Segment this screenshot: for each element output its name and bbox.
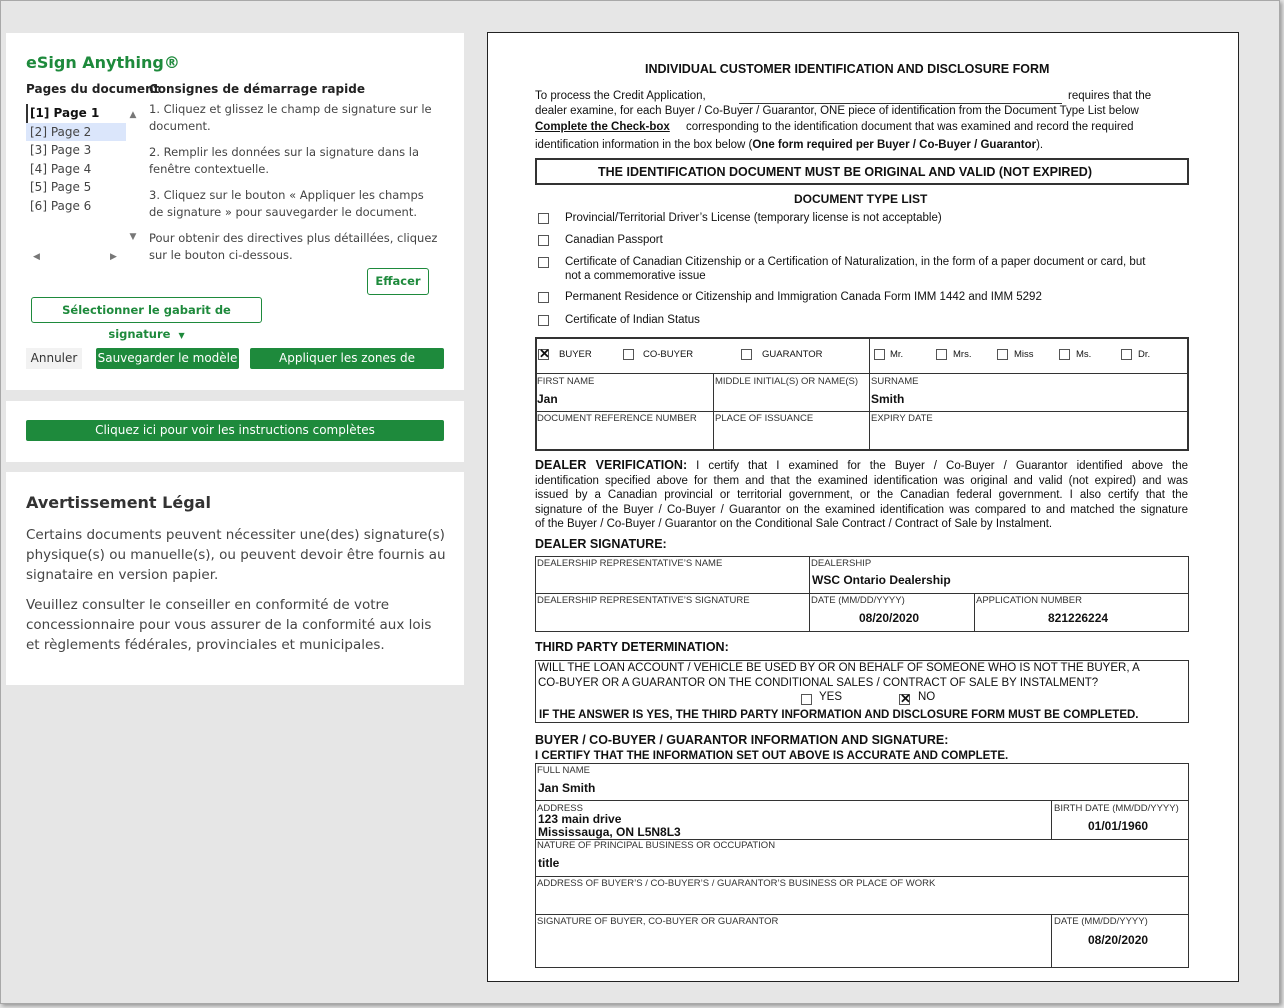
save-template-button[interactable]: Sauvegarder le modèle [96,348,239,369]
page-item-2[interactable]: [2] Page 2 [26,123,126,142]
doc-title: INDIVIDUAL CUSTOMER IDENTIFICATION AND DISCLOSURE FORM [645,62,1050,76]
place-of-issuance-label: PLACE OF ISSUANCE [715,413,814,424]
scroll-up-icon[interactable]: ▲ [129,110,137,120]
doc-type-3: Certificate of Canadian Citizenship or a Certification of Naturalization, in the form of a paper document or card, but [565,256,1146,268]
divider [809,557,810,631]
dealer-verif-line-1: I certify that I examined for the Buyer / Co-Buyer / Guarantor identified above the [696,460,1188,472]
address-label: ADDRESS [537,803,583,814]
quickstart-step-1: 1. Cliquez et glissez le champ de signature sur le document. [149,102,432,133]
scroll-left-icon[interactable]: ◀ [33,252,40,262]
third-party-question-1: WILL THE LOAN ACCOUNT / VEHICLE BE USED BY OR ON BEHALF OF SOMEONE WHO IS NOT THE BUYER, A [538,662,1140,674]
doc-type-title: DOCUMENT TYPE LIST [794,192,928,206]
checkbox-no[interactable] [899,694,910,705]
dealer-date-label: DATE (MM/DD/YYYY) [811,595,905,606]
apply-signature-zones-button[interactable]: Appliquer les zones de signature [250,348,444,369]
full-instructions-button[interactable]: Cliquez ici pour voir les instructions complètes [26,420,444,441]
birth-date-value[interactable]: 01/01/1960 [1088,819,1149,833]
dealer-verif-line-5: of the Buyer / Co-Buyer / Guarantor on the Conditional Sale Contract / Contract of Sale by Instalment. [535,518,1053,531]
divider [536,411,1188,412]
no-label: NO [918,691,936,703]
title-miss: Miss [1014,349,1034,360]
rep-name-label: DEALERSHIP REPRESENTATIVE’S NAME [537,558,723,569]
business-address-label: ADDRESS OF BUYER’S / CO-BUYER’S / GUARANTOR’S BUSINESS OR PLACE OF WORK [537,878,936,889]
checkbox-yes[interactable] [801,694,812,705]
dealer-verif-line-3: issued by a Canadian provincial or territorial government, or the Canadian federal government. I also certify that the [535,489,1188,502]
document-page[interactable] [487,32,1239,982]
expiry-date-label: EXPIRY DATE [871,413,933,424]
quickstart [149,82,439,273]
divider [536,593,1188,594]
rep-signature-label: DEALERSHIP REPRESENTATIVE’S SIGNATURE [537,595,750,606]
buyer-certify: I CERTIFY THAT THE INFORMATION SET OUT ABOVE IS ACCURATE AND COMPLETE. [535,750,1009,762]
page-item-3[interactable]: [3] Page 3 [30,143,92,158]
quickstart-step-3: 3. Cliquez sur le bouton « Appliquer les champs de signature » pour sauvegarder le document. [149,188,424,219]
divider [974,594,975,631]
checkbox-permanent-residence[interactable] [538,292,549,303]
title-ms: Ms. [1076,349,1092,360]
divider [869,338,870,374]
clear-button[interactable]: Effacer [367,268,429,295]
dealer-name-line [739,103,1062,104]
title-mrs: Mrs. [953,349,972,360]
checkbox-passport[interactable] [538,235,549,246]
divider [869,374,870,450]
intro-line-4 [535,139,1043,151]
quickstart-step-2: 2. Remplir les données sur la signature dans la fenêtre contextuelle. [149,145,419,176]
dealer-verif-line-4: signature of the Buyer / Co-Buyer / Guarantor on the examined identification was compared to and matched the signature [535,503,1188,516]
intro-line-4b: One form required per Buyer / Co-Buyer / Guarantor [752,139,1037,151]
intro-line-3b: corresponding to the identification document that was examined and record the required [686,121,1134,133]
first-name-label: FIRST NAME [537,376,595,387]
divider [536,914,1188,915]
legal-text [26,525,446,665]
page-item-5[interactable]: [5] Page 5 [30,180,92,195]
first-name-value[interactable]: Jan [537,392,558,406]
checkbox-miss[interactable] [997,349,1008,360]
application-number-label: APPLICATION NUMBER [976,595,1082,606]
buyer-info-title: BUYER / CO-BUYER / GUARANTOR INFORMATION AND SIGNATURE: [535,733,949,747]
application-number-value[interactable]: 821226224 [1048,611,1109,625]
legal-title: Avertissement Légal [26,493,211,512]
divider [1051,801,1052,839]
dealership-value[interactable]: WSC Ontario Dealership [812,573,951,587]
title-mr: Mr. [890,349,904,360]
legal-paragraph-1: Certains documents peuvent nécessiter une(des) signature(s) physique(s) ou manuelle(s), ou peuvent devoir être fournis au signataire en version papier. [26,527,446,583]
checkbox-drivers-license[interactable] [538,213,549,224]
page-list[interactable] [26,104,126,216]
quickstart-header: Consignes de démarrage rapide [149,82,365,96]
divider [713,374,714,450]
intro-line-2: dealer examine, for each Buyer / Co-Buyer / Guarantor, ONE piece of identification from the Document Type List below [535,105,1139,117]
dealer-verification [535,458,1188,532]
buyer-date-label: DATE (MM/DD/YYYY) [1054,916,1148,927]
middle-name-label: MIDDLE INITIAL(S) OR NAME(S) [715,376,859,387]
role-guarantor: GUARANTOR [762,349,823,360]
birth-date-label: BIRTH DATE (MM/DD/YYYY) [1054,803,1179,814]
caret-down-icon: ▼ [178,331,185,340]
third-party-note: IF THE ANSWER IS YES, THE THIRD PARTY INFORMATION AND DISCLOSURE FORM MUST BE COMPLETED. [539,709,1139,721]
address-line-2[interactable]: Mississauga, ON L5N8L3 [538,825,681,839]
dealer-date-value[interactable]: 08/20/2020 [859,611,920,625]
select-template-label: Sélectionner le gabarit de signature [62,303,231,341]
checkbox-indian-status[interactable] [538,315,549,326]
control-panel [6,33,464,390]
doc-type-5: Certificate of Indian Status [565,314,700,326]
checkbox-mrs[interactable] [936,349,947,360]
dealer-signature-title: DEALER SIGNATURE: [535,537,667,551]
divider [1051,915,1052,967]
checkbox-citizenship[interactable] [538,257,549,268]
doc-reference-label: DOCUMENT REFERENCE NUMBER [537,413,697,424]
occupation-label: NATURE OF PRINCIPAL BUSINESS OR OCCUPATION [537,840,776,851]
dealership-label: DEALERSHIP [811,558,872,569]
dealer-verif-line-2: identification specified above for them and that the examined identification was original and valid (not expired) and was [535,474,1188,487]
title-dr: Dr. [1138,349,1151,360]
dealer-verif-title: DEALER VERIFICATION: [535,458,688,472]
instructions-panel [6,401,464,462]
page-item-1[interactable]: [1] Page 1 [26,104,126,123]
intro-line-3a: Complete the Check-box [535,121,670,133]
select-template-dropdown[interactable] [31,297,262,341]
checkbox-cobuyer[interactable] [623,349,634,360]
surname-label: SURNAME [871,376,919,387]
doc-type-4: Permanent Residence or Citizenship and Immigration Canada Form IMM 1442 and IMM 5292 [565,291,1042,303]
third-party-question-2: CO-BUYER OR A GUARANTOR ON THE CONDITIONAL SALES / CONTRACT OF SALE BY INSTALMENT? [538,677,1099,689]
checkbox-mr[interactable] [874,349,885,360]
checkbox-buyer[interactable] [538,349,549,360]
doc-type-1: Provincial/Territorial Driver’s License (temporary license is not acceptable) [565,212,942,224]
scroll-down-icon[interactable]: ▼ [129,232,137,242]
divider [536,800,1188,801]
buyer-date-value[interactable]: 08/20/2020 [1088,933,1149,947]
legal-paragraph-2: Veuillez consulter le conseiller en conformité de votre concessionnaire pour vous assurer de la conformité aux lois et règlements fédérales, provinciales et municipales. [26,597,432,653]
doc-type-2: Canadian Passport [565,234,663,246]
checkbox-ms[interactable] [1059,349,1070,360]
intro-line-1a: To process the Credit Application, [535,90,706,102]
quickstart-note: Pour obtenir des directives plus détaillées, cliquez sur le bouton ci-dessous. [149,231,438,262]
surname-value[interactable]: Smith [871,392,905,406]
page-item-4[interactable]: [4] Page 4 [30,161,92,176]
pages-header: Pages du document [26,82,160,96]
checkbox-guarantor[interactable] [741,349,752,360]
buyer-signature-label: SIGNATURE OF BUYER, CO-BUYER OR GUARANTOR [537,916,779,927]
intro-line-1b: requires that the [1068,90,1152,102]
address-line-1[interactable]: 123 main drive [538,812,622,826]
divider [536,373,1188,374]
yes-label: YES [819,691,843,703]
role-cobuyer: CO-BUYER [643,349,694,360]
intro-line-4a: identification information in the box below ( [535,139,753,151]
scroll-right-icon[interactable]: ▶ [110,252,117,262]
checkbox-dr[interactable] [1121,349,1132,360]
cancel-button[interactable]: Annuler [26,348,82,369]
app-title: eSign Anything® [26,53,180,72]
divider [536,876,1188,877]
banner-text: THE IDENTIFICATION DOCUMENT MUST BE ORIGINAL AND VALID (NOT EXPIRED) [598,165,1092,179]
role-buyer: BUYER [559,349,592,360]
full-name-label: FULL NAME [537,765,590,776]
legal-panel [6,472,464,685]
intro-line-4c: ). [1036,139,1044,151]
third-party-title: THIRD PARTY DETERMINATION: [535,640,729,654]
doc-type-3b: not a commemorative issue [565,270,706,282]
occupation-value[interactable]: title [538,856,560,870]
full-name-value[interactable]: Jan Smith [538,781,596,795]
page-item-6[interactable]: [6] Page 6 [30,198,92,213]
